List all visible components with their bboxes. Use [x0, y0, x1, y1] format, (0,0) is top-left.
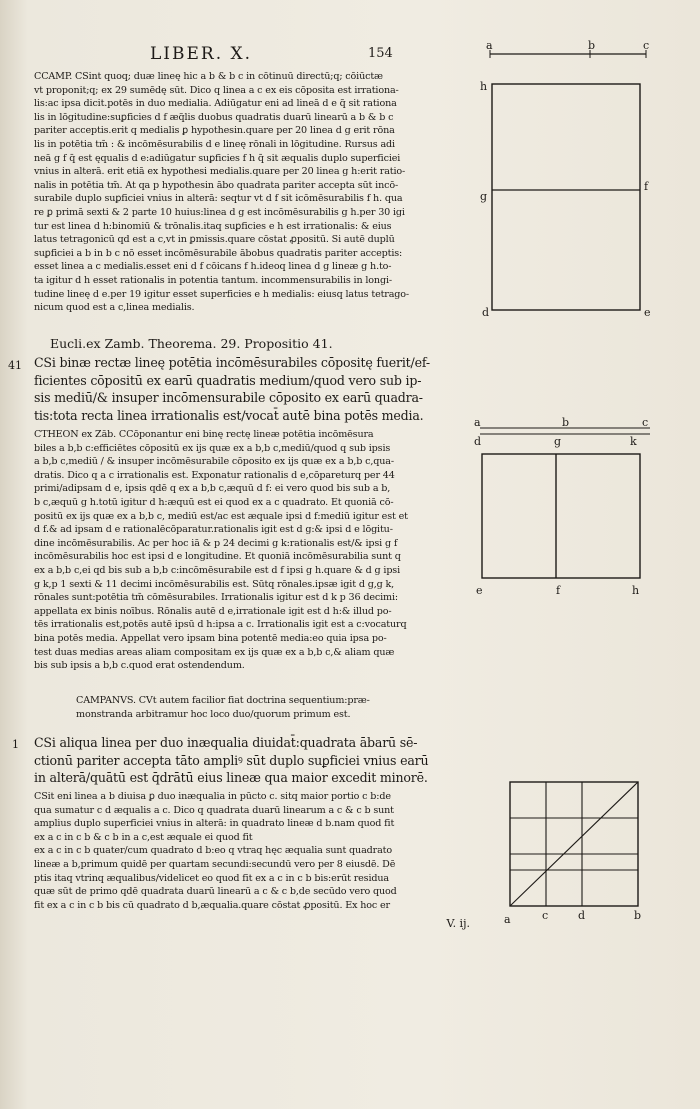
text-line: in alterā/quātū est q̄drātū eius lineæ qua maior excedit minorē.: [34, 770, 428, 785]
text-line: a b,b c,mediū / & insuper incōmēsurabile cōposito ex ijs quæ ex a b,b c,qua-: [34, 456, 394, 468]
text-line: biles a b,b c:efficiētes cōpositū ex ijs quæ ex a b,b c,mediū/quod q sub ipsis: [34, 442, 391, 454]
lemma-proof: [34, 790, 470, 912]
label-g: g: [480, 190, 488, 203]
text-line: lis in lōgitudine:suꝑficies d f æq̃lis duobus quadratis duarū linearū a b & b c: [34, 111, 394, 123]
text-line: d f.& ad ipsam d e rationalēcōparatur.rationalis igit est d g:& ipsi d e lōgitu-: [34, 524, 393, 536]
text-line: latus tetragonicū qd est a c,vt in ꝑmissis.quare cōstat ꝓpositū. Si autē duplū: [34, 234, 395, 246]
label-b: b: [634, 909, 642, 922]
text-line: CSi aliqua linea per duo inæqualia diuidat̄:quadrata ābarū sē-: [34, 735, 418, 750]
campanus-note: [34, 694, 470, 721]
label-b: b: [588, 39, 596, 52]
label-d: d: [482, 306, 490, 319]
label-h: h: [480, 80, 488, 93]
text-line: sis mediū/& insuper incōmensurabile cōposito ex earū quadra-: [34, 390, 423, 405]
diagonal: [510, 782, 638, 906]
text-line: rōnales sunt:potētia tm̄ cōmēsurabiles. Irrationalis igitur est d k p 36 decimi:: [34, 592, 398, 604]
figure-gnomon-square: [498, 778, 658, 930]
folio-number: 154: [368, 46, 393, 61]
text-line: CSit eni linea a b diuisa ꝑ duo inæqualia in pūcto c. sitq maior portio c b:de: [34, 791, 391, 802]
text-line: tis:tota recta linea irrationalis est/vocat̄ autē bina potēs media.: [34, 407, 424, 423]
text-line: lineæ a b,primum quidē per quartam secundi:secundū vero per 8 eiusdē. Dē: [34, 858, 396, 870]
text-line: suꝑficiei a b in b c nō esset incōmēsurabile ābobus quadratis pariter acceptis:: [34, 247, 403, 259]
text-line: appellata ex binis noībus. Rōnalis autē d e,irrationale igit est d h:& illud po-: [34, 605, 392, 617]
proposition-statement: [34, 354, 470, 424]
text-line: dine incōmēsurabilis. Ac per hoc iā & p 24 decimi g k:rationalis est/& ipsi g f: [34, 537, 398, 549]
label-a: a: [474, 416, 481, 429]
text-line: positū ex ijs quæ ex a b,b c, mediū est/ac est æquale ipsi d f:mediū igitur est et: [34, 510, 408, 522]
text-line: test duas medias areas aliam compositam ex ijs quæ ex a b,b c,& aliam quæ: [34, 646, 395, 658]
figure-2-svg: [470, 414, 670, 604]
margin-number: 41: [8, 359, 22, 372]
text-line: amplius duplo superficiei vnius in alterā: in quadrato lineæ d b.nam quod fit: [34, 818, 395, 830]
label-h: h: [632, 584, 640, 597]
text-line: ptis itaq vtrinq æqualibus/videlicet eo quod fit ex a c in c b bis:erūt residua: [34, 872, 389, 884]
label-e: e: [476, 584, 483, 597]
text-line: vt proponit;q; ex 29 sumēdę sūt. Dico q linea a c ex eis cōposita est irrationa-: [34, 84, 399, 96]
text-line: lis:ac ipsa dicit.potēs in duo medialia. Adiūgatur eni ad lineā d e q̃ sit rationa: [34, 98, 397, 110]
label-c: c: [643, 39, 650, 52]
text-line: primi/adipsam d e, ipsis qdē q ex a b,b c,æquū d f: ei vero quod bis sub a b,: [34, 483, 391, 495]
text-line: dratis. Dico q a c irrationalis est. Exponatur rationalis d e,cōpareturq per 44: [34, 469, 395, 481]
label-f: f: [556, 584, 561, 597]
text-line: qua sumatur c d æqualis a c. Dico q quadrata duarū linearum a c & c b sunt: [34, 804, 394, 816]
label-c: c: [642, 416, 649, 429]
text-line: neā g f q̄ est ęqualis d e:adiūgatur suꝑficies f h q̄ sit æqualis duplo superficiei: [34, 152, 401, 164]
signature-mark: V. ij.: [446, 917, 470, 930]
label-e: e: [644, 306, 651, 319]
label-f: f: [644, 180, 649, 193]
text-line: nalis in potētia tm̄. At qa p hypothesin ābo quadrata pariter accepta sūt incō-: [34, 179, 399, 191]
text-line: tur est linea d h:binomiū & trōnalis.itaq suꝑficies e h est irrationalis: & eius: [34, 220, 392, 232]
campanus-commentary: [34, 70, 470, 315]
text-line: CAMPANVS. CVt autem facilior fiat doctrina sequentium:præ-: [76, 695, 370, 706]
label-b: b: [562, 416, 570, 429]
text-line: CCAMP. CSint quoq; duæ lineę hic a b & b c in cōtinuū directū;q; cōiūctæ: [34, 71, 383, 82]
proposition-heading: Eucli.ex Zamb. Theorema. 29. Propositio 41.: [50, 336, 333, 351]
figure-1-svg: [478, 40, 668, 330]
text-line: CSi binæ rectæ lineę potētia incōmēsurabiles cōpositę fuerit/ef-: [34, 355, 430, 370]
text-line: ctionū pariter accepta tāto ampliꝰ sūt duplo suꝑficiei vnius earū: [34, 752, 429, 768]
text-line: g k,p 1 sexti & 11 decimi incōmēsurabilis est. Sūtq rōnales.ipsæ igit d g,g k,: [34, 578, 395, 590]
book-title: LIBER. X.: [150, 44, 253, 64]
label-a: a: [486, 39, 493, 52]
label-d: d: [578, 909, 586, 922]
text-line: esset linea a c medialis.esset eni d f cōicans f h.ideoq linea d g lineæ g h.to-: [34, 261, 392, 273]
text-line: ex a b,b c,ei qd bis sub a b,b c:incōmēsurabile est d f ipsi g h.quare & d g ipsi: [34, 564, 400, 576]
text-line: lis in potētia tm̄ : & incōmēsurabilis d e lineę rōnali in lōgitudine. Rursus adi: [34, 138, 395, 150]
text-line: pariter acceptis.erit q medialis ꝑ hypothesin.quare per 20 linea d g erit rōna: [34, 125, 395, 137]
lemma-statement: [34, 734, 470, 787]
text-line: ta igitur d h esset rationalis in potentia tantum. incommensurabilis in longi-: [34, 274, 392, 286]
text-line: nicum quod est a c,linea medialis.: [34, 302, 195, 314]
margin-number: 1: [12, 738, 19, 751]
text-line: bis sub ipsis a b,b c.quod erat ostendendum.: [34, 660, 245, 672]
text-line: tudine lineę d e.per 19 igitur esset superficies e h medialis: eiusq latus tetrago-: [34, 288, 410, 300]
label-d: d: [474, 435, 482, 448]
text-line: ex a c in c b & c b in a c,est æquale ei quod fit: [34, 831, 253, 843]
theon-commentary: [34, 428, 470, 673]
label-k: k: [630, 435, 637, 448]
figure-binomial-rectangle: [478, 40, 668, 334]
text-line: re ꝑ primā sexti & 2 parte 10 huius:linea d g est incōmēsurabilis g h.per 30 igi: [34, 206, 405, 218]
text-line: bina potēs media. Appellat vero ipsam bina potentē media:eo quia ipsa po-: [34, 632, 387, 644]
rectangle-dh: [482, 454, 640, 578]
text-line: surabile duplo suꝑficiei vnius in alterā: seqtur vt d f sit icōmēsurabilis f h. qua: [34, 193, 403, 205]
rectangle-dh: [492, 84, 640, 310]
text-line: b c,æquū g h.totū igitur d h:æquū est ei quod ex a c quadrato. Et quoniā cō-: [34, 496, 394, 508]
figure-bimedial-rectangle: [470, 414, 670, 608]
text-line: ex a c in c b quater/cum quadrato d b:eo q vtraq hęc æqualia sunt quadrato: [34, 845, 392, 857]
figure-3-svg: [498, 778, 658, 926]
text-line: ficientes cōpositū ex earū quadratis medium/quod vero sub ip-: [34, 372, 422, 388]
text-line: quæ sūt de primo qdē quadrata duarū linearū a c & c b,de secūdo vero quod: [34, 886, 397, 898]
text-line: incōmēsurabilis hoc est ipsi d e longitudine. Et quoniā incōmēsurabilia sunt q: [34, 551, 401, 563]
text-line: monstranda arbitramur hoc loco duo/quorum primum est.: [76, 708, 351, 720]
text-line: fit ex a c in c b bis cū quadrato d b,æqualia.quare cōstat ꝓpositū. Ex hoc er: [34, 899, 390, 911]
label-a: a: [504, 913, 511, 926]
label-c: c: [542, 909, 549, 922]
label-g: g: [554, 435, 562, 448]
text-line: CTHEON ex Zāb. CCōponantur eni binę rectę lineæ potētia incōmēsura: [34, 429, 374, 440]
text-line: vnius in alterā. erit etiā ex hypothesi medialis.quare per 20 linea g h:erit ratio-: [34, 166, 406, 178]
text-line: tēs irrationalis est,potēs autē ipsū d h:ipsa a c. Irrationalis igit est a c:vocaturq: [34, 619, 407, 631]
